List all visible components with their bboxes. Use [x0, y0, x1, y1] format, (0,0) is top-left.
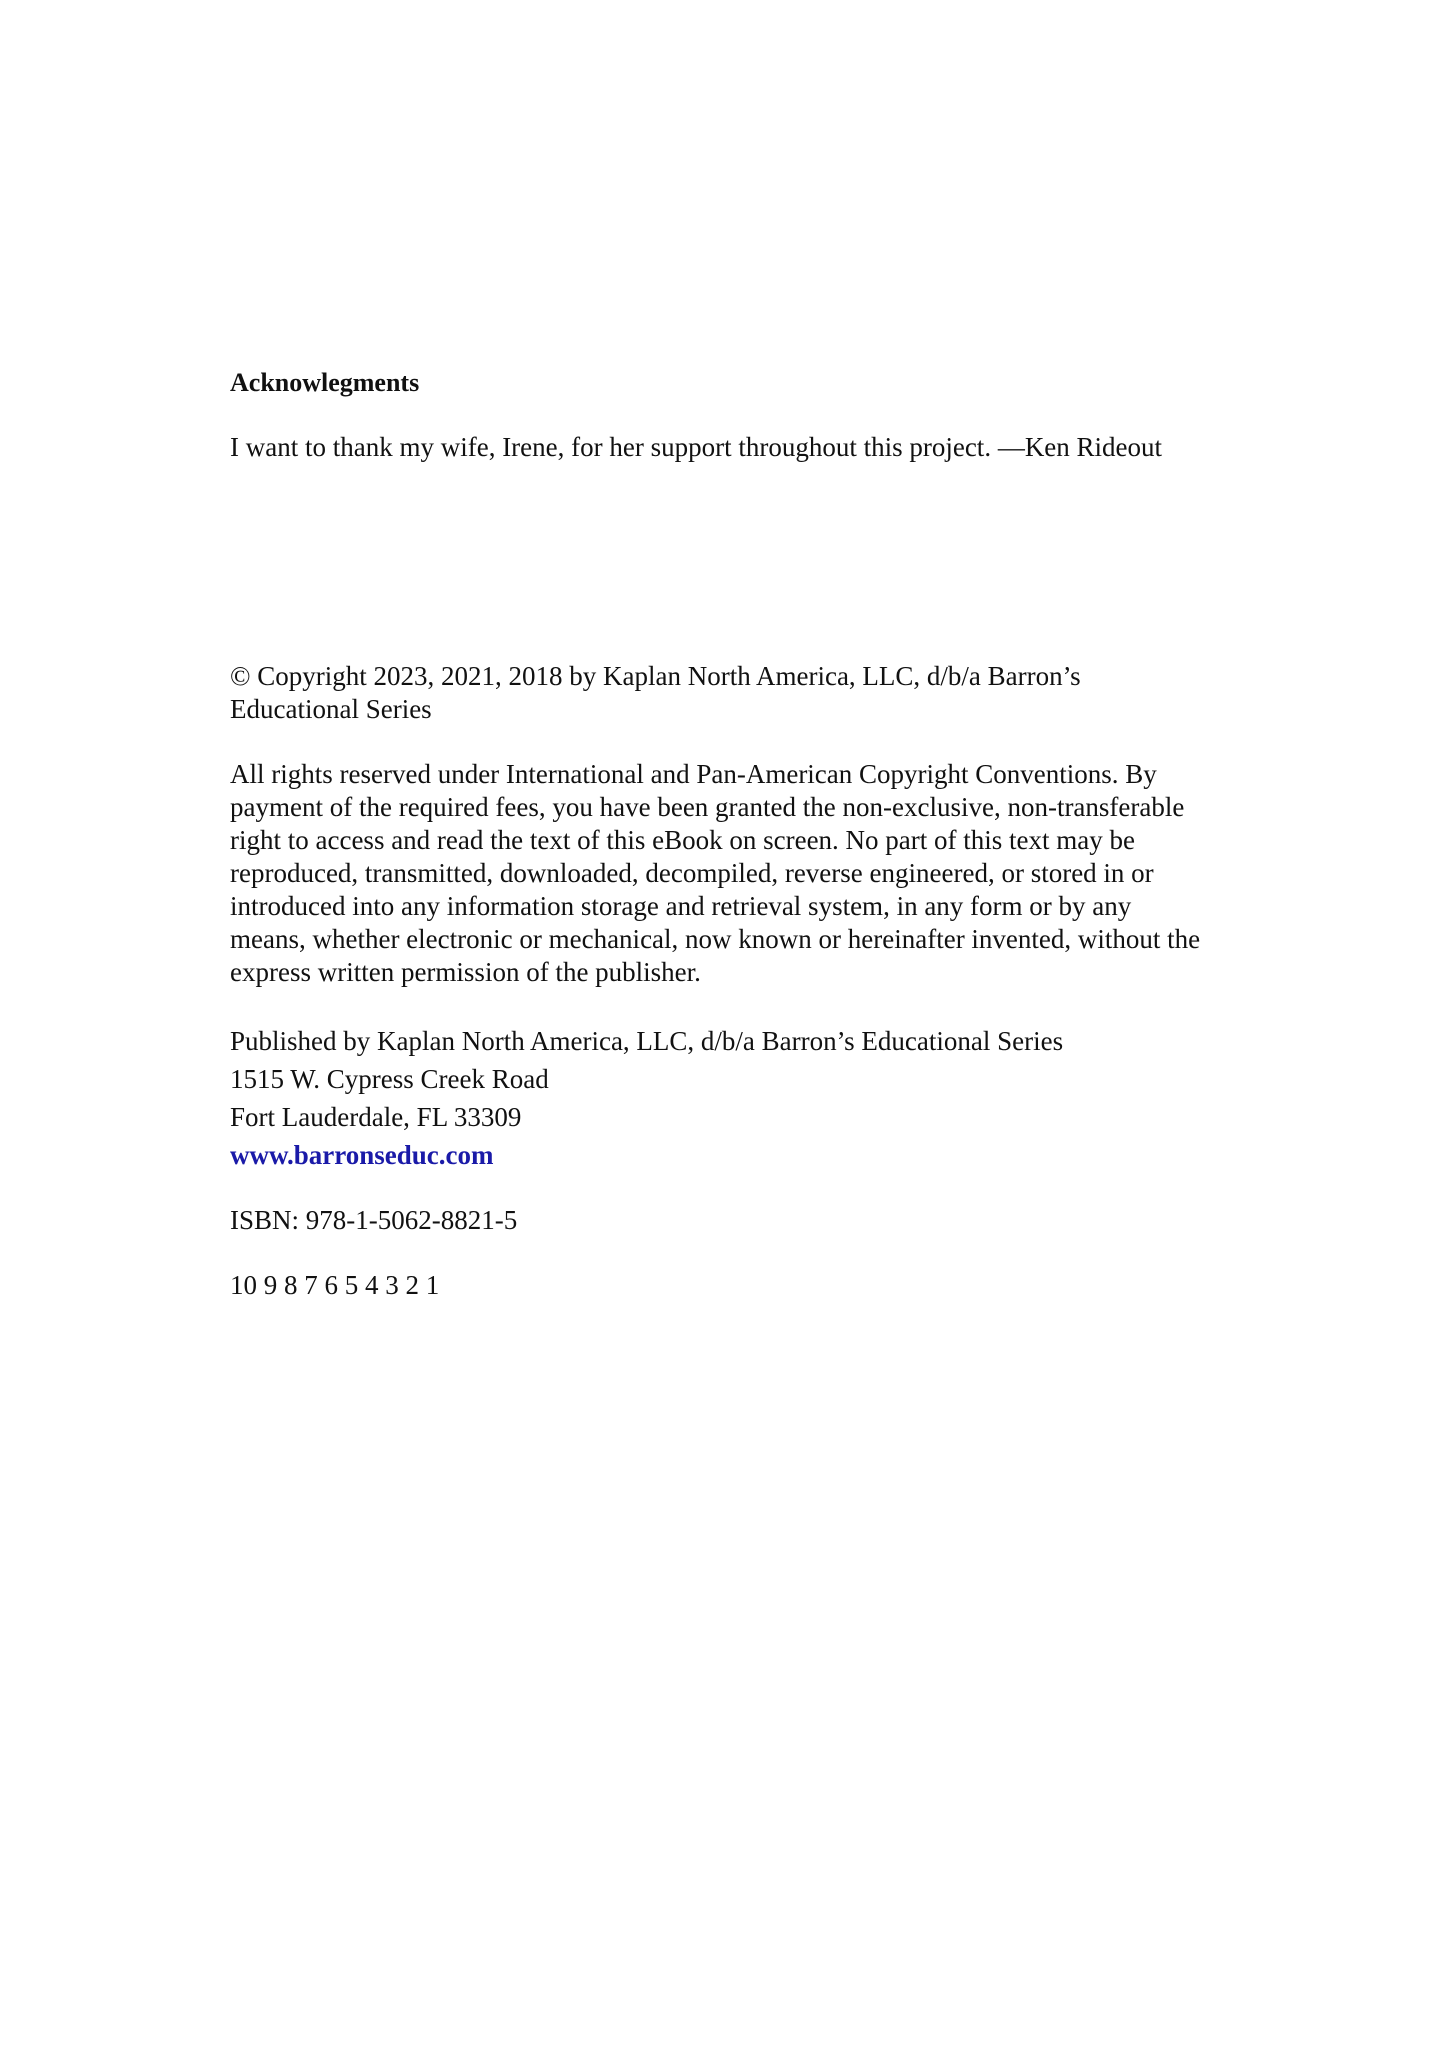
rights-line: payment of the required fees, you have been granted the non-exclusive, non-transferable — [230, 792, 1185, 822]
rights-line: right to access and read the text of this eBook on screen. No part of this text may be — [230, 825, 1135, 855]
rights-line: introduced into any information storage and retrieval system, in any form or by any — [230, 891, 1132, 921]
published-by: Published by Kaplan North America, LLC, d/b/a Barron’s Educational Series — [230, 1026, 1064, 1056]
rights-line: means, whether electronic or mechanical, now known or hereinafter invented, without the — [230, 924, 1201, 954]
copyright-line: © Copyright 2023, 2021, 2018 by Kaplan North America, LLC, d/b/a Barron’s — [230, 661, 1081, 691]
isbn: ISBN: 978-1-5062-8821-5 — [230, 1205, 518, 1235]
copyright-notice — [230, 660, 1230, 726]
rights-statement — [230, 758, 1230, 989]
acknowledgments-heading: Acknowlegments — [230, 368, 420, 397]
rights-line: reproduced, transmitted, downloaded, decompiled, reverse engineered, or stored in or — [230, 858, 1154, 888]
acknowledgments-text: I want to thank my wife, Irene, for her support throughout this project. —Ken Rideout — [230, 432, 1163, 462]
address-street: 1515 W. Cypress Creek Road — [230, 1064, 549, 1094]
address-city: Fort Lauderdale, FL 33309 — [230, 1102, 522, 1132]
publisher-website-link[interactable]: www.barronseduc.com — [230, 1140, 494, 1170]
printing-line: 10 9 8 7 6 5 4 3 2 1 — [230, 1270, 440, 1300]
rights-line: express written permission of the publisher. — [230, 957, 701, 987]
copyright-line: Educational Series — [230, 694, 432, 724]
rights-line: All rights reserved under International and Pan-American Copyright Conventions. By — [230, 759, 1157, 789]
